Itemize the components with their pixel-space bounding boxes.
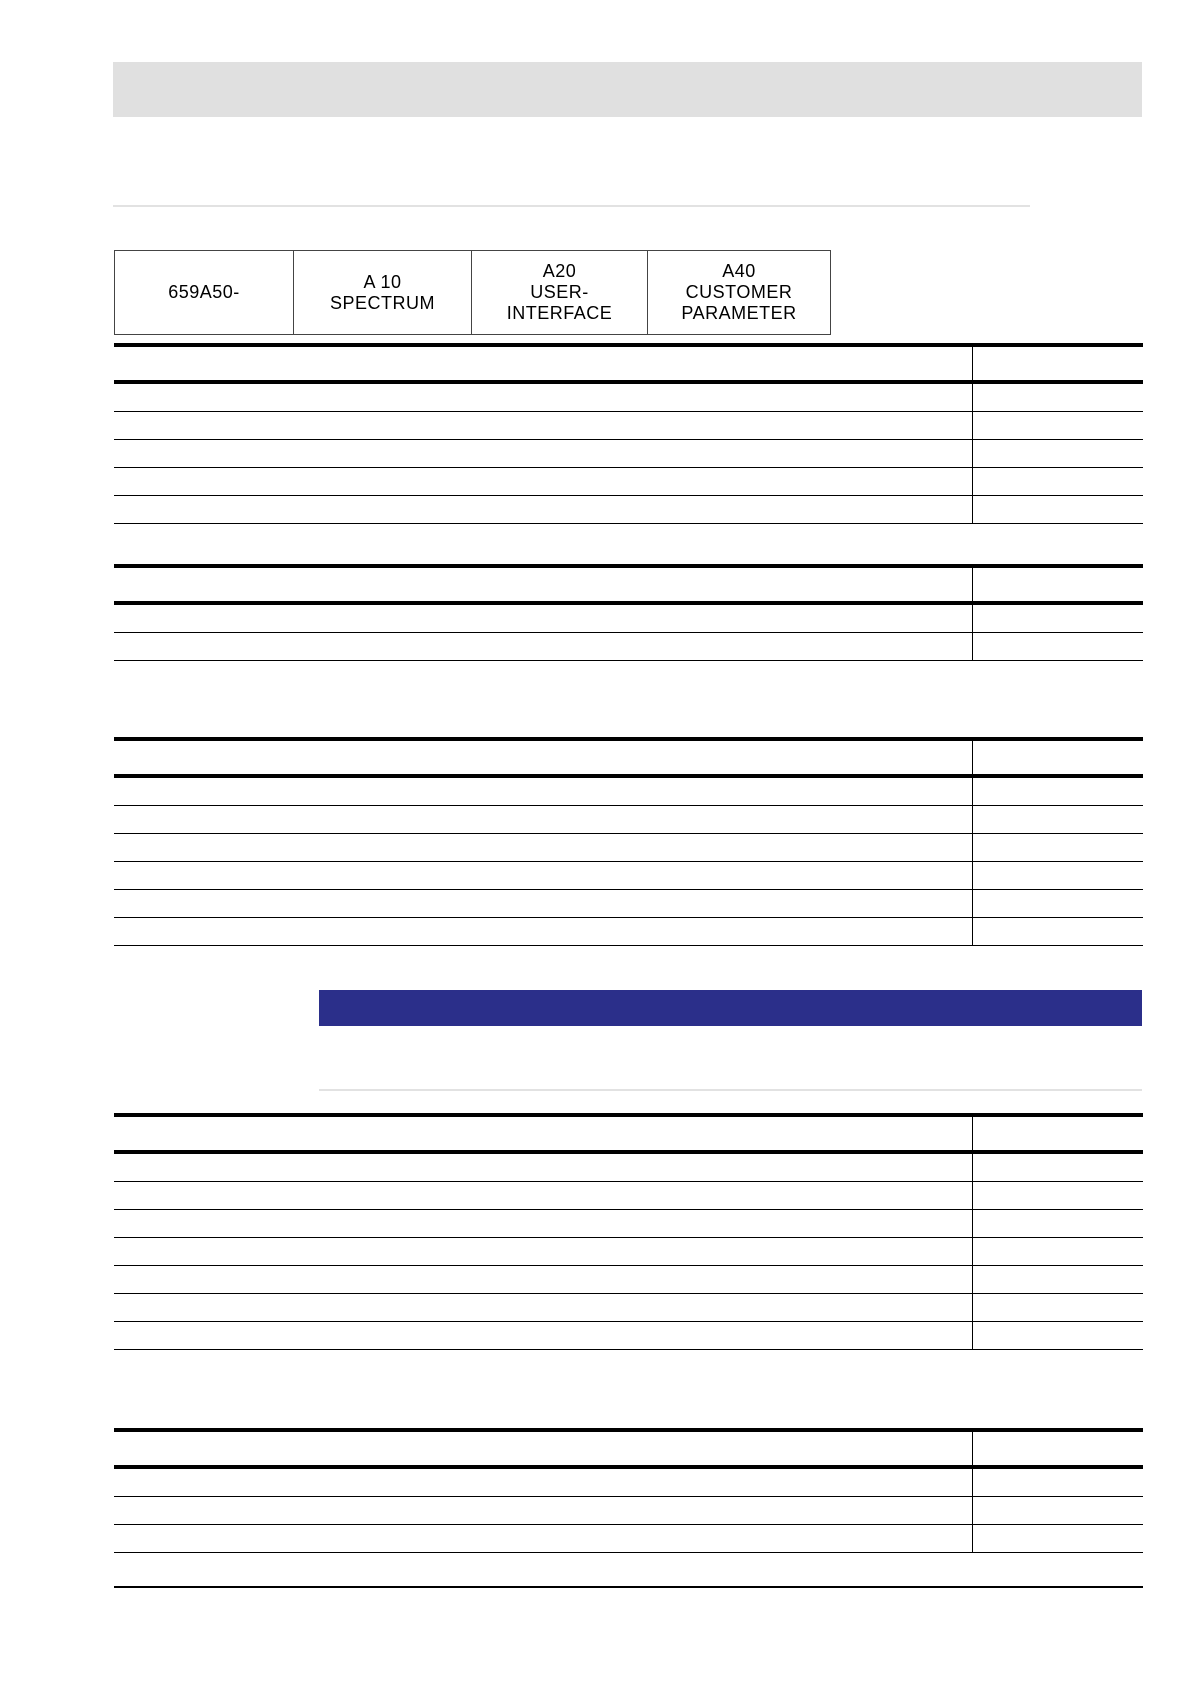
table-cell-side: [972, 1525, 1143, 1552]
table-cell-main: [114, 1210, 972, 1237]
table-cell-main: [114, 862, 972, 889]
table-cell-main: [114, 496, 972, 523]
table-cell-side: [972, 890, 1143, 917]
table-header-side: [972, 568, 1143, 601]
table-header-side: [972, 1117, 1143, 1150]
table-header: [114, 347, 1143, 384]
table-cell-side: [972, 834, 1143, 861]
table-row: [114, 384, 1143, 412]
table-header-side: [972, 347, 1143, 380]
table-cell-side: [972, 1182, 1143, 1209]
table-cell-main: [114, 1469, 972, 1496]
order-code-cell-spectrum: A 10 SPECTRUM: [294, 251, 472, 334]
table-row: [114, 1154, 1143, 1182]
table-cell-main: [114, 1182, 972, 1209]
table-header: [114, 1117, 1143, 1154]
table-header-main: [114, 568, 972, 601]
table-row: [114, 605, 1143, 633]
table-cell-side: [972, 778, 1143, 805]
table-header: [114, 568, 1143, 605]
table-cell-side: [972, 1266, 1143, 1293]
table-header-main: [114, 1117, 972, 1150]
parameter-table-5: [114, 1428, 1143, 1588]
section-rule: [319, 1089, 1142, 1091]
table-cell-side: [972, 806, 1143, 833]
table-cell-side: [972, 862, 1143, 889]
table-cell-side: [972, 633, 1143, 660]
table-cell-main: [114, 890, 972, 917]
table-cell-side: [972, 1497, 1143, 1524]
table-row: [114, 1525, 1143, 1553]
table-row: [114, 1469, 1143, 1497]
table-cell-main: [114, 412, 972, 439]
table-row: [114, 834, 1143, 862]
table-row: [114, 862, 1143, 890]
table-cell-main: [114, 1266, 972, 1293]
table-cell-main: [114, 1238, 972, 1265]
header-rule: [113, 205, 1030, 207]
table-row: [114, 890, 1143, 918]
table-row: [114, 440, 1143, 468]
parameter-table-1: [114, 343, 1143, 524]
table-row: [114, 468, 1143, 496]
order-code-cell-base: 659A50-: [115, 251, 294, 334]
table-cell-main: [114, 778, 972, 805]
order-code-cell-user-interface: A20 USER- INTERFACE: [472, 251, 648, 334]
table-cell-main: [114, 918, 972, 945]
table-cell-main: [114, 1294, 972, 1321]
parameter-table-2: [114, 564, 1143, 661]
table-row: [114, 412, 1143, 440]
table-cell-side: [972, 1469, 1143, 1496]
table-header-main: [114, 741, 972, 774]
table-cell-side: [972, 412, 1143, 439]
table-header-side: [972, 1432, 1143, 1465]
page-header-band: [113, 62, 1142, 117]
table-header-main: [114, 1432, 972, 1465]
table-header: [114, 741, 1143, 778]
table-cell-side: [972, 1238, 1143, 1265]
table-row: [114, 1210, 1143, 1238]
table-cell-main: [114, 468, 972, 495]
table-row: [114, 1497, 1143, 1525]
table-row: [114, 806, 1143, 834]
table-row: [114, 633, 1143, 661]
table-row: [114, 1266, 1143, 1294]
table-cell-side: [972, 1154, 1143, 1181]
table-cell-side: [972, 1294, 1143, 1321]
table-row: [114, 1294, 1143, 1322]
table-cell-side: [972, 384, 1143, 411]
order-code-box: [114, 250, 831, 335]
table-cell-side: [972, 918, 1143, 945]
order-code-cell-customer-parameter: A40 CUSTOMER PARAMETER: [681, 261, 797, 323]
table-cell-main: [114, 633, 972, 660]
table-cell-main: [114, 384, 972, 411]
table-cell-main: [114, 1322, 972, 1349]
table-header-main: [114, 347, 972, 380]
table-row: [114, 496, 1143, 524]
table-trailing-row: [114, 1553, 1143, 1588]
table-cell-main: [114, 834, 972, 861]
table-row: [114, 778, 1143, 806]
table-cell-main: [114, 1154, 972, 1181]
table-cell-side: [972, 1210, 1143, 1237]
table-header: [114, 1432, 1143, 1469]
table-cell-side: [972, 605, 1143, 632]
table-cell-main: [114, 1525, 972, 1552]
table-row: [114, 918, 1143, 946]
table-cell-side: [972, 468, 1143, 495]
table-cell-side: [972, 440, 1143, 467]
table-row: [114, 1238, 1143, 1266]
table-header-side: [972, 741, 1143, 774]
section-title-band: [319, 990, 1142, 1026]
table-row: [114, 1322, 1143, 1350]
table-cell-main: [114, 605, 972, 632]
parameter-table-3: [114, 737, 1143, 946]
table-row: [114, 1182, 1143, 1210]
table-cell-main: [114, 1497, 972, 1524]
table-cell-side: [972, 1322, 1143, 1349]
table-cell-main: [114, 806, 972, 833]
parameter-table-4: [114, 1113, 1143, 1350]
table-cell-main: [114, 440, 972, 467]
table-cell-side: [972, 496, 1143, 523]
